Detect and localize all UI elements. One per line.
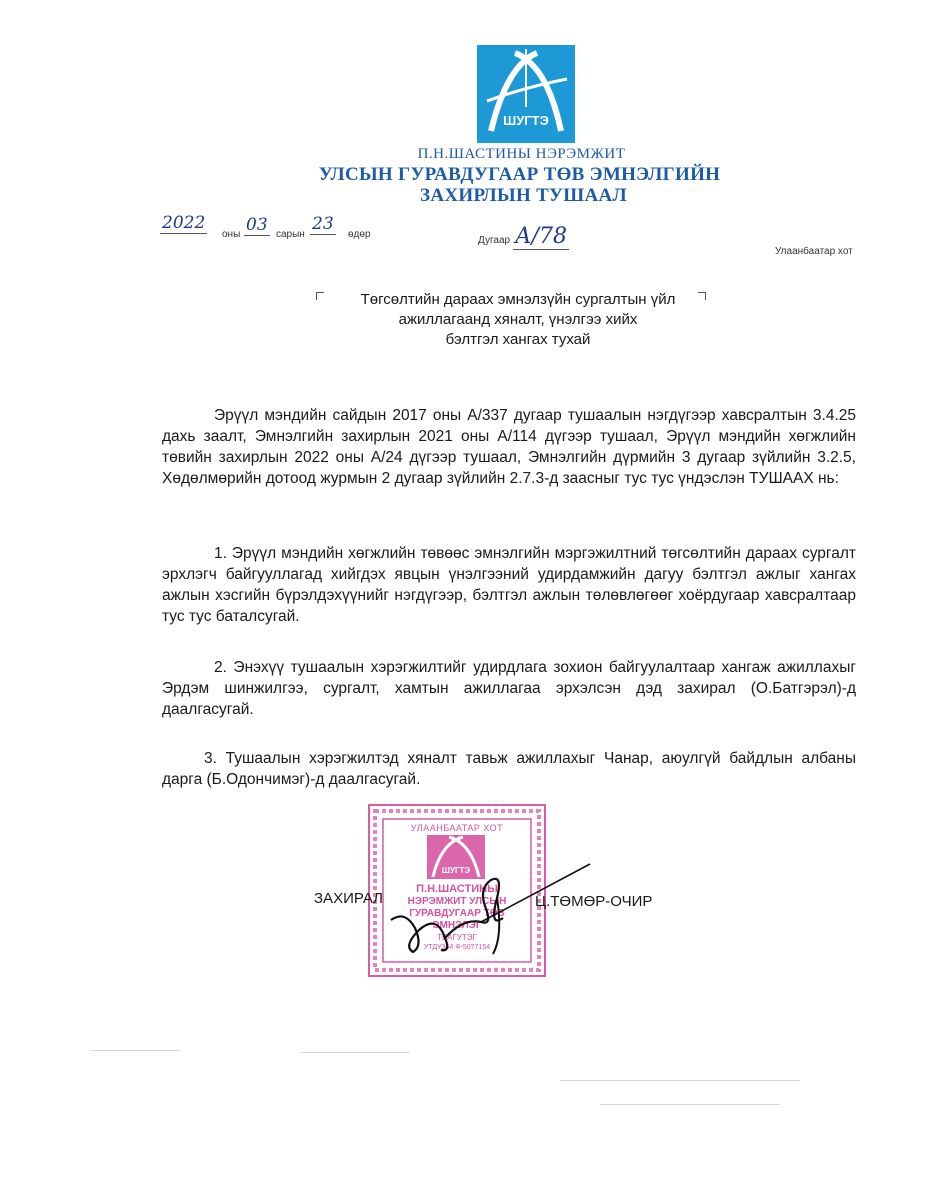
hospital-logo-icon — [477, 45, 575, 143]
body-item-1: 1. Эрүүл мэндийн хөгжлийн төвөөс эмнэлгийн мэргэжилтний төгсөлтийн дараах сургалт эрхлэгч байгууллагад хийгдэх явцын үнэлгээний удирдамжийн дагуу бэлтгэл ажлыг хангах ажлын хэсгийн бүрэлдэхүүнийг нэгдүгээр, бэлтгэл ажлын төлөвлөгөөг хоёрдугаар хавсралтаар тус тус баталсугай. — [162, 545, 856, 625]
scan-artifact — [600, 1104, 780, 1105]
signature-icon — [385, 858, 595, 958]
body-item-3: 3. Тушаалын хэрэгжилтэд хяналт тавьж ажиллахыг Чанар, аюулгүй байдлын албаны дарга (Б.Одончимэг)-д даалгасугай. — [162, 750, 856, 788]
subject-line-1: Төгсөлтийн дараах эмнэлзүйн сургалтын үйл — [360, 291, 676, 308]
subject-bracket-left-icon — [316, 292, 324, 300]
date-day: 23 — [312, 214, 334, 234]
header-line-2: УЛСЫН ГУРАВДУГААР ТӨВ ЭМНЭЛГИЙН — [318, 164, 721, 185]
order-number — [478, 224, 569, 250]
header-line-3: ЗАХИРЛЫН ТУШААЛ — [420, 185, 627, 206]
date-year-suffix: оны — [222, 229, 241, 240]
order-subject — [318, 290, 718, 350]
stamp-logo-text: ШУГТЭ — [441, 866, 471, 875]
body-item-2: 2. Энэхүү тушаалын хэрэгжилтийг удирдлага зохион байгуулалтаар хангаж ажиллахыг Эрдэм шинжилгээ, сургалт, хамтын ажиллагаа эрхэлсэн дэд захирал (О.Батгэрэл)-д даалгасугай. — [162, 659, 856, 718]
date-month: 03 — [246, 215, 268, 235]
subject-line-2: ажиллагаанд хяналт, үнэлгээ хийх — [398, 311, 638, 328]
stamp-line-4: ЭМНЭЛЭГ — [432, 920, 482, 931]
city-label: Улаанбаатар хот — [775, 246, 853, 257]
stamp-line-6: УТДУ364 Ф-5077154 — [423, 944, 491, 951]
logo-text: ШУГТЭ — [503, 113, 549, 128]
handwritten-signature — [385, 858, 595, 958]
stamp-line-1: П.Н.ШАСТИНЫ — [416, 883, 498, 895]
signer-name: Ц.ТӨМӨР-ОЧИР — [535, 893, 653, 910]
scan-artifact — [560, 1080, 800, 1081]
date-day-suffix: өдөр — [348, 229, 371, 240]
scan-artifact — [90, 1050, 180, 1051]
scan-artifact — [300, 1052, 410, 1053]
stamp-line-5: ТБАГУТЭГ — [437, 933, 477, 942]
stamp-line-2: НЭРЭМЖИТ УЛСЫН — [407, 896, 507, 907]
subject-bracket-right-icon — [698, 292, 706, 300]
date-month-suffix: сарын — [276, 229, 305, 240]
signer-role: ЗАХИРАЛ — [314, 890, 384, 907]
hospital-logo — [477, 45, 575, 143]
header-line-1: П.Н.ШАСТИНЫ НЭРЭМЖИТ — [417, 146, 626, 162]
subject-line-3: бэлтгэл хангах тухай — [445, 331, 591, 348]
order-number-label: Дугаар — [478, 235, 511, 246]
stamp-top-text: УЛААНБААТАР ХОТ — [410, 823, 504, 833]
body-intro: Эрүүл мэндийн сайдын 2017 оны А/337 дугаар тушаалын нэгдүгээр хавсралтын 3.4.25 дахь заалт, Эмнэлгийн захирлын 2021 оны А/114 дүгээр тушаал, Эрүүл мэндийн хөгжлийн төвийн захирлын 2022 оны А/24 дүгээр тушаал, Эмнэлгийн дүрмийн 3 дугаар зүйлийн 3.2.5, Хөдөлмөрийн дотоод журмын 2 дугаар зүйлийн 2.7.3-д заасныг тус тус үндэслэн ТУШААХ нь: — [162, 407, 856, 487]
order-number-value: А/78 — [514, 224, 567, 249]
stamp-line-3: ГУРАВДУГААР ТӨВ — [409, 908, 505, 919]
date-year: 2022 — [162, 213, 206, 233]
